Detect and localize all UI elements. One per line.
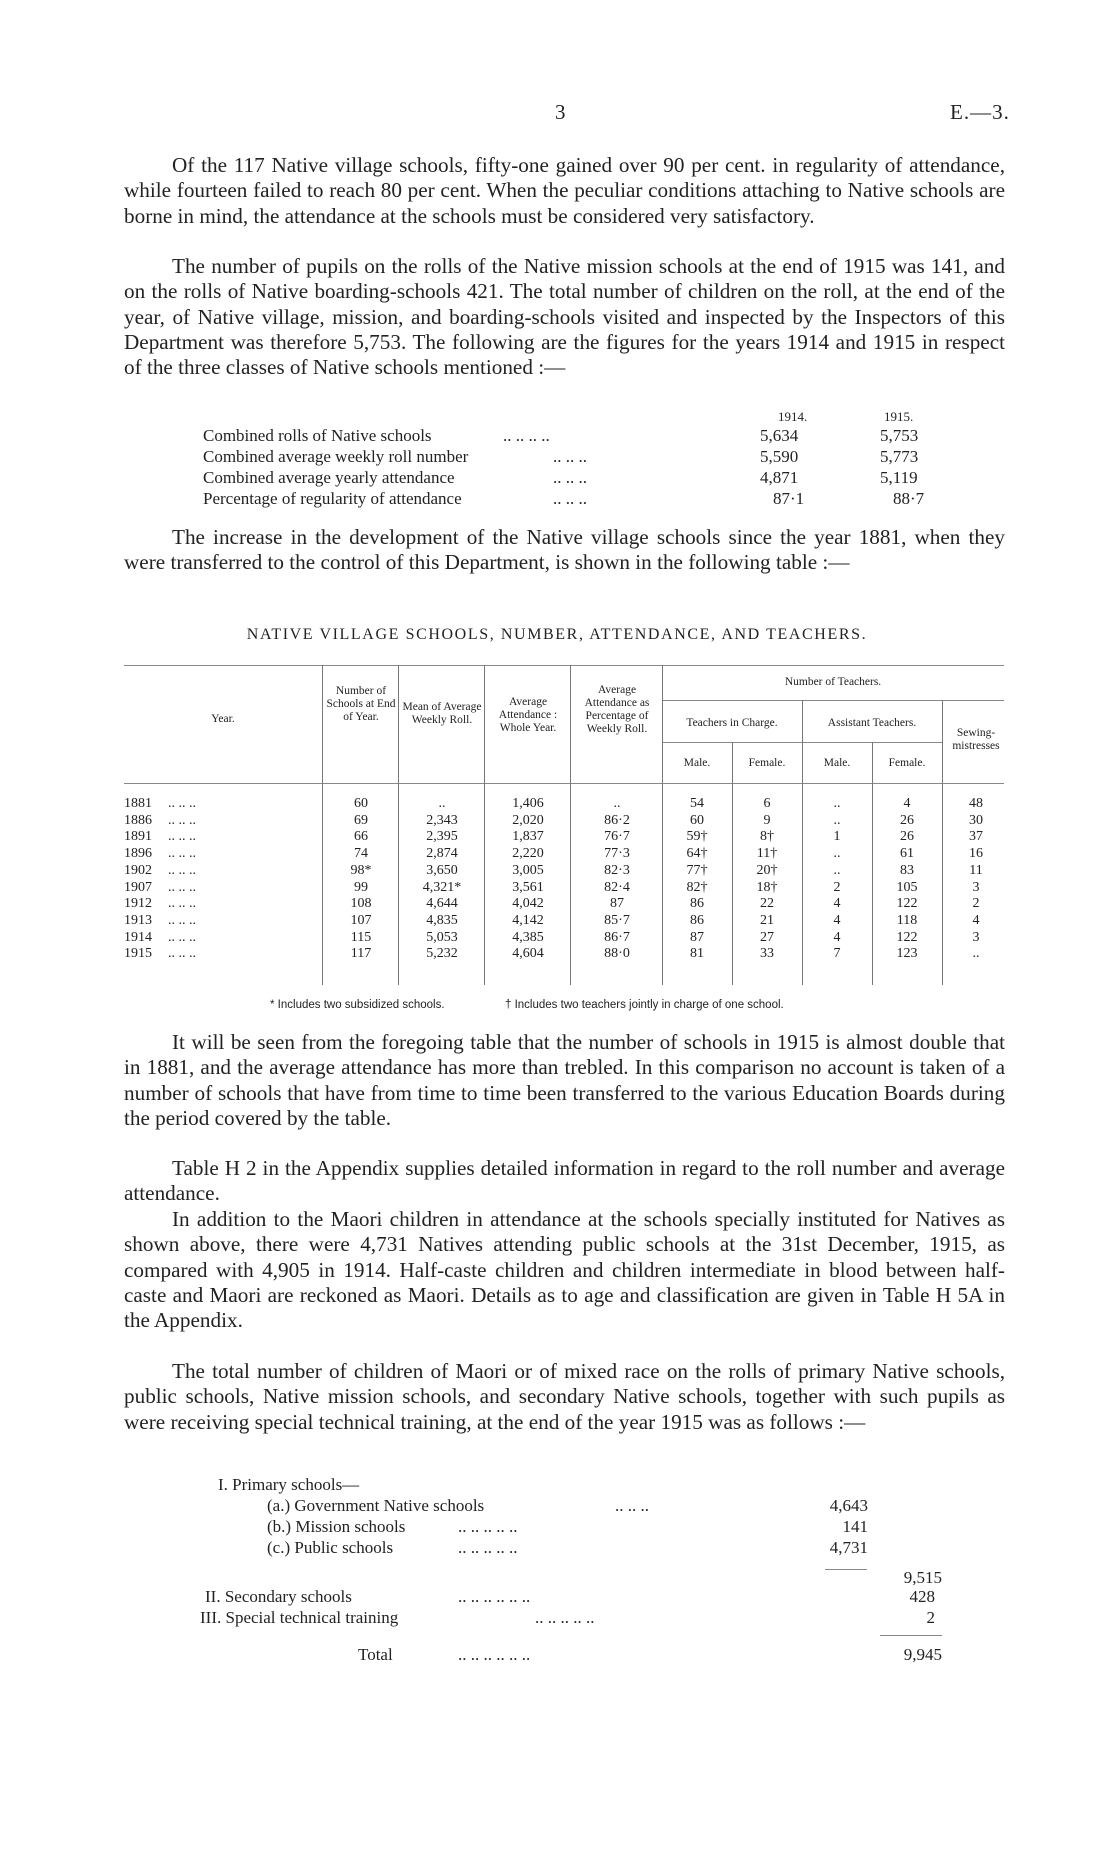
- cell-year: 1915: [124, 946, 152, 962]
- cell-pct: 82·3: [604, 862, 630, 878]
- cell-schools: 99: [354, 879, 368, 895]
- cell-sew: ..: [972, 946, 980, 962]
- cell-cm: 64†: [686, 846, 708, 862]
- cell-schools: 74: [354, 846, 368, 862]
- cell-cf: 21: [760, 912, 774, 928]
- technical-label: III. Special technical training: [200, 1608, 399, 1627]
- header-attendance: Average Attendance : Whole Year.: [498, 696, 558, 734]
- header-sewing: Sewing-mistresses: [952, 727, 1000, 752]
- cell-cf: 6: [763, 796, 771, 811]
- cell-cm: 87: [690, 929, 704, 945]
- cell-year-dots: .. .. ..: [168, 862, 196, 878]
- cell-roll: 2,874: [426, 846, 458, 862]
- totals-label: (a.) Government Native schools: [267, 1496, 485, 1515]
- cell-roll: 4,835: [426, 912, 458, 928]
- summary-label: Combined average yearly attendance: [203, 468, 455, 487]
- cell-year: 1891: [124, 829, 152, 845]
- table-column-rule: [570, 665, 571, 985]
- paragraph-foregoing: [124, 1030, 1005, 1131]
- cell-year: 1896: [124, 846, 152, 862]
- summary-value-1914: 5,634: [760, 426, 799, 445]
- cell-cm: 77†: [686, 862, 708, 878]
- cell-am: ..: [833, 846, 841, 862]
- cell-cm: 60: [690, 812, 704, 828]
- cell-roll: 3,650: [426, 862, 458, 878]
- cell-year-dots: .. .. ..: [168, 846, 196, 862]
- cell-roll: 4,321*: [422, 879, 462, 895]
- cell-af: 122: [896, 929, 918, 945]
- cell-am: 1: [833, 829, 841, 845]
- cell-year: 1886: [124, 812, 152, 828]
- cell-year-dots: .. .. ..: [168, 796, 196, 811]
- cell-att: 3,561: [512, 879, 544, 895]
- table-top-rule: [124, 665, 1004, 666]
- cell-pct: 86·2: [604, 812, 630, 828]
- cell-pct: 76·7: [604, 829, 630, 845]
- header-female: Female.: [748, 757, 786, 769]
- cell-year: 1907: [124, 879, 152, 895]
- cell-cf: 27: [760, 929, 774, 945]
- cell-sew: 3: [972, 929, 980, 945]
- summary-value-1914: 5,590: [760, 447, 799, 466]
- summary-label: Combined average weekly roll number: [203, 447, 469, 466]
- header-percentage: Average Attendance as Percentage of Weekly Roll.: [584, 684, 650, 735]
- cell-att: 4,142: [512, 912, 544, 928]
- cell-sew: 37: [969, 829, 983, 845]
- cell-roll: 5,053: [426, 929, 458, 945]
- summary-value-1915: 88·7: [893, 489, 925, 508]
- footnote-subsidized: * Includes two subsidized schools.: [270, 999, 445, 1011]
- paragraph-text: The total number of children of Maori or of mixed race on the rolls of primary Native schools, public schools, Native mission schools, and secondary Native schools, together with such pupils as were receiving special technical training, at the end of the year 1915 was as follows :—: [124, 1359, 1005, 1434]
- header-teachers-in-charge: Teachers in Charge.: [686, 717, 778, 729]
- cell-att: 2,020: [512, 812, 544, 828]
- cell-year-dots: .. .. ..: [168, 946, 196, 962]
- cell-year: 1912: [124, 896, 152, 912]
- cell-year-dots: .. .. ..: [168, 829, 196, 845]
- header-male: Male.: [823, 757, 851, 769]
- primary-heading: I. Primary schools—: [218, 1475, 360, 1494]
- cell-pct: 87: [610, 896, 624, 912]
- cell-am: 2: [833, 879, 841, 895]
- cell-sew: 11: [969, 862, 983, 878]
- totals-dots: .. .. .. .. ..: [458, 1538, 518, 1557]
- cell-cf: 18†: [756, 879, 778, 895]
- cell-att: 2,220: [512, 846, 544, 862]
- cell-cm: 54: [690, 796, 704, 811]
- cell-schools: 60: [354, 796, 368, 811]
- cell-af: 123: [896, 946, 918, 962]
- secondary-value: 428: [909, 1587, 935, 1606]
- cell-att: 4,385: [512, 929, 544, 945]
- cell-am: ..: [833, 796, 841, 811]
- totals-label: (b.) Mission schools: [267, 1517, 406, 1536]
- header-roll: Mean of Average Weekly Roll.: [402, 701, 482, 726]
- teachers-group-rule: [662, 700, 1004, 701]
- summary-value-1914: 87·1: [773, 489, 805, 508]
- cell-pct: ..: [613, 796, 621, 811]
- totals-dots: .. .. .. .. ..: [535, 1608, 595, 1627]
- document-reference: E.—3.: [950, 100, 1010, 124]
- paragraph-text: The number of pupils on the rolls of the Native mission schools at the end of 1915 was 141, and on the rolls of Native boarding-schools 421. The total number of children on the roll, at the end of the year, of Native village, mission, and boarding-schools visited and inspected by the Inspectors of this Department was therefore 5,753. The following are the figures for the years 1914 and 1915 in respect of the three classes of Native schools mentioned :—: [124, 254, 1005, 380]
- cell-af: 26: [900, 812, 914, 828]
- summary-dots: .. .. .. ..: [503, 426, 550, 445]
- cell-schools: 69: [354, 812, 368, 828]
- header-female: Female.: [888, 757, 926, 769]
- grand-total: 9,945: [903, 1645, 942, 1664]
- cell-sew: 3: [972, 879, 980, 895]
- header-teachers: Number of Teachers.: [784, 676, 882, 688]
- cell-af: 26: [900, 829, 914, 845]
- cell-cf: 9: [763, 812, 771, 828]
- table-column-rule: [484, 665, 485, 985]
- cell-cm: 81: [690, 946, 704, 962]
- paragraph-increase: [124, 525, 1005, 576]
- cell-cm: 86: [690, 912, 704, 928]
- cell-cm: 82†: [686, 879, 708, 895]
- header-assistant-teachers: Assistant Teachers.: [827, 717, 917, 729]
- cell-schools: 98*: [350, 862, 372, 878]
- cell-pct: 88·0: [604, 946, 630, 962]
- paragraph-attendance: [124, 153, 1005, 229]
- cell-year: 1902: [124, 862, 152, 878]
- cell-af: 83: [900, 862, 914, 878]
- paragraph-text: Of the 117 Native village schools, fifty-one gained over 90 per cent. in regularity of attendance, while fourteen failed to reach 80 per cent. When the peculiar conditions attaching to Native schools are borne in mind, the attendance at the schools must be considered very satisfactory.: [124, 153, 1005, 228]
- cell-roll: 5,232: [426, 946, 458, 962]
- summary-value-1915: 5,773: [880, 447, 919, 466]
- cell-pct: 77·3: [604, 846, 630, 862]
- cell-sew: 48: [969, 796, 983, 811]
- summary-label: Percentage of regularity of attendance: [203, 489, 462, 508]
- cell-af: 118: [896, 912, 918, 928]
- total-label: Total: [358, 1645, 393, 1664]
- cell-af: 4: [903, 796, 911, 811]
- cell-am: 4: [833, 896, 841, 912]
- cell-att: 4,042: [512, 896, 544, 912]
- cell-pct: 85·7: [604, 912, 630, 928]
- cell-cf: 8†: [760, 829, 774, 845]
- cell-schools: 115: [350, 929, 372, 945]
- cell-am: ..: [833, 862, 841, 878]
- cell-roll: ..: [438, 796, 446, 811]
- cell-year-dots: .. .. ..: [168, 896, 196, 912]
- cell-sew: 4: [972, 912, 980, 928]
- cell-cf: 33: [760, 946, 774, 962]
- cell-schools: 107: [350, 912, 372, 928]
- paragraph-rolls: [124, 254, 1005, 380]
- cell-cm: 86: [690, 896, 704, 912]
- header-male: Male.: [683, 757, 711, 769]
- summary-dots: .. .. ..: [553, 447, 587, 466]
- primary-total: 9,515: [903, 1568, 942, 1587]
- cell-cf: 22: [760, 896, 774, 912]
- cell-year: 1914: [124, 929, 152, 945]
- cell-year-dots: .. .. ..: [168, 812, 196, 828]
- header-year: Year.: [211, 713, 235, 725]
- page-number: 3: [555, 100, 566, 124]
- cell-am: 4: [833, 912, 841, 928]
- cell-year-dots: .. .. ..: [168, 879, 196, 895]
- cell-att: 3,005: [512, 862, 544, 878]
- cell-year-dots: .. .. ..: [168, 912, 196, 928]
- totals-dots: .. .. .. .. .. ..: [458, 1587, 531, 1606]
- totals-dots: .. .. .. .. ..: [458, 1517, 518, 1536]
- cell-pct: 86·7: [604, 929, 630, 945]
- cell-pct: 82·4: [604, 879, 630, 895]
- cell-af: 122: [896, 896, 918, 912]
- table-column-rule: [322, 665, 323, 985]
- subtotal-rule: [825, 1569, 867, 1570]
- summary-value-1915: 5,119: [880, 468, 918, 487]
- paragraph-text: The increase in the development of the Native village schools since the year 1881, when they were transferred to the control of this Department, is shown in the following table :—: [124, 525, 1005, 575]
- cell-att: 4,604: [512, 946, 544, 962]
- cell-am: ..: [833, 812, 841, 828]
- footnote-jointly: † Includes two teachers jointly in charge of one school.: [505, 999, 784, 1011]
- cell-att: 1,837: [512, 829, 544, 845]
- cell-roll: 2,395: [426, 829, 458, 845]
- totals-value: 4,643: [829, 1496, 868, 1515]
- cell-sew: 16: [969, 846, 983, 862]
- cell-am: 4: [833, 929, 841, 945]
- table-title: NATIVE VILLAGE SCHOOLS, NUMBER, ATTENDANCE, AND TEACHERS.: [246, 626, 868, 643]
- summary-value-1914: 4,871: [760, 468, 799, 487]
- summary-dots: .. .. ..: [553, 468, 587, 487]
- paragraph-text: Table H 2 in the Appendix supplies detailed information in regard to the roll number and average attendance.: [124, 1156, 1005, 1206]
- cell-year-dots: .. .. ..: [168, 929, 196, 945]
- cell-year: 1881: [124, 796, 152, 811]
- cell-schools: 108: [350, 896, 372, 912]
- cell-schools: 117: [350, 946, 372, 962]
- totals-label: (c.) Public schools: [267, 1538, 394, 1557]
- cell-af: 105: [896, 879, 918, 895]
- paragraph-maori-children: [124, 1207, 1005, 1333]
- total-rule: [880, 1635, 942, 1636]
- cell-att: 1,406: [512, 796, 544, 811]
- paragraph-appendix: [124, 1156, 1005, 1207]
- totals-dots: .. .. ..: [615, 1496, 649, 1515]
- summary-label: Combined rolls of Native schools: [203, 426, 432, 445]
- cell-schools: 66: [354, 829, 368, 845]
- cell-sew: 2: [972, 896, 980, 912]
- summary-dots: .. .. ..: [553, 489, 587, 508]
- cell-am: 7: [833, 946, 841, 962]
- cell-cf: 20†: [756, 862, 778, 878]
- cell-roll: 2,343: [426, 812, 458, 828]
- paragraph-total-children: [124, 1359, 1005, 1435]
- totals-value: 141: [842, 1517, 868, 1536]
- summary-col-1915: 1915.: [884, 409, 914, 424]
- totals-value: 4,731: [829, 1538, 868, 1557]
- paragraph-text: In addition to the Maori children in attendance at the schools specially instituted for Natives as shown above, there were 4,731 Natives attending public schools at the 31st December, 1915, as compared with 4,905 in 1914. Half-caste children and children intermediate in blood between half-caste and Maori are reckoned as Maori. Details as to age and classification are given in Table H 5A in the Appendix.: [124, 1207, 1005, 1333]
- table-column-rule: [398, 665, 399, 985]
- cell-af: 61: [900, 846, 914, 862]
- technical-value: 2: [926, 1608, 935, 1627]
- summary-value-1915: 5,753: [880, 426, 919, 445]
- secondary-label: II. Secondary schools: [205, 1587, 352, 1606]
- cell-cf: 11†: [756, 846, 778, 862]
- cell-cm: 59†: [686, 829, 708, 845]
- totals-dots: .. .. .. .. .. ..: [458, 1645, 531, 1664]
- cell-sew: 30: [969, 812, 983, 828]
- cell-year: 1913: [124, 912, 152, 928]
- summary-col-1914: 1914.: [778, 409, 808, 424]
- cell-roll: 4,644: [426, 896, 458, 912]
- paragraph-text: It will be seen from the foregoing table that the number of schools in 1915 is almost double that in 1881, and the average attendance has more than trebled. In this comparison no account is taken of a number of schools that have from time to time been transferred to the various Education Boards during the period covered by the table.: [124, 1030, 1005, 1130]
- header-schools: Number of Schools at End of Year.: [326, 685, 396, 723]
